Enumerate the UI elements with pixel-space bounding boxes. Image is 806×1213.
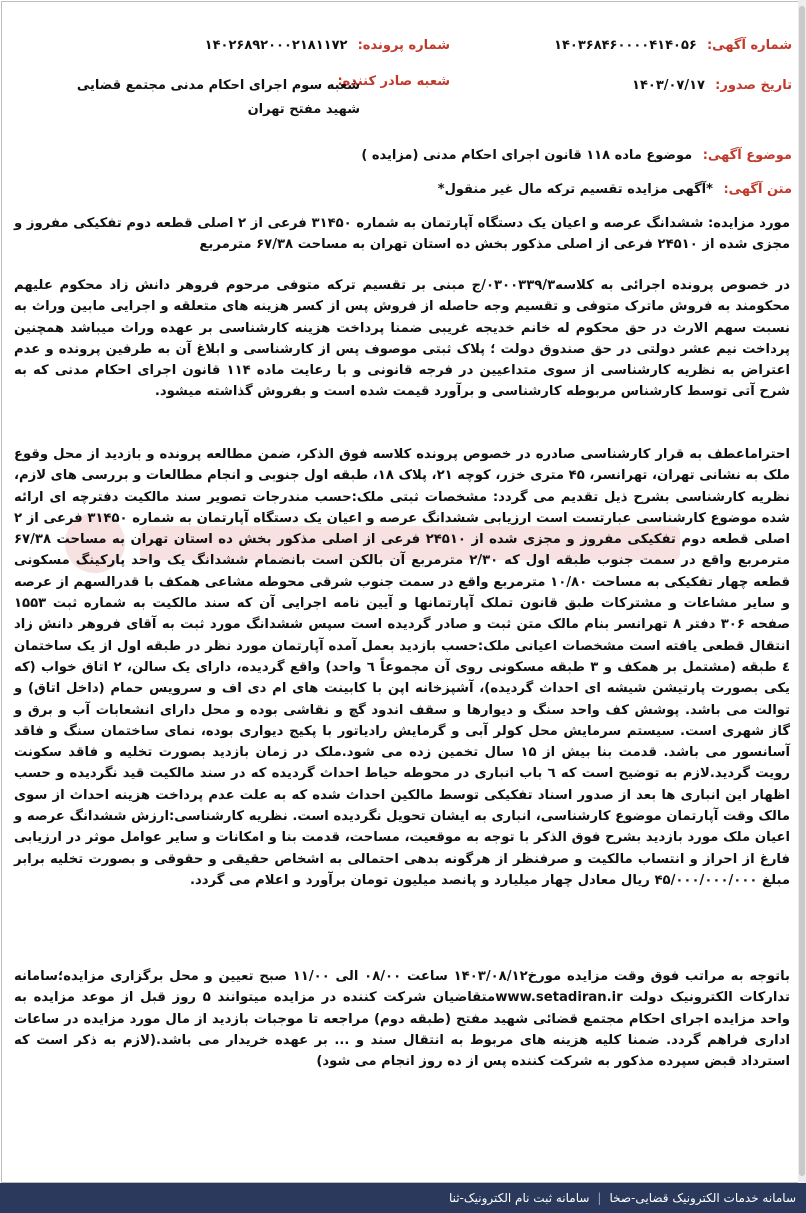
paragraph-item: مورد مزایده: ششدانگ عرصه و اعیان یک دستگاه آپارتمان به شماره ۳۱۴۵۰ فرعی از ۲ اصلی قطعه دوم تفکیکی مفروز و مجزی شده از ۲۴۵۱۰ فرعی از اصلی مذکور بخش ده استان تهران به مساحت ۶۷/۳۸ مترمربع [14, 216, 790, 253]
ad-number-label: شماره آگهی: [706, 38, 792, 53]
footer-bar [0, 1183, 806, 1213]
issue-date-label: تاریخ صدور: [715, 78, 792, 93]
case-number-label: شماره پرونده: [357, 38, 450, 53]
paragraph-case: در خصوص پرونده اجرائی به کلاسه۰۳۰۰۳۳۹/۳/ج مبنی بر تقسیم ترکه متوفی مرحوم فروهر دانش زاد محکوم علیهم محکومند به فروش ماترک متوفی و تقسیم وجه حاصله از فروش پس از کسر هزینه های متعلقه و اجرایی مابین وراث به نسبت سهم الارث در حق محکوم له خانم خدیجه غریبی ضمنا پرداخت هزینه کارشناسی بر عهده وراث میباشد همچنین پرداخت نیم عشر دولتی در حق صندوق دولت ؛ پلاک ثبتی موصوف پس از کارشناسی و ابلاغ آن به طرفین پرونده و عدم اعتراض به نظریه کارشناسی از سوی متداعیین در فرجه قانونی و با رعایت ماده ۱۱۴ قانون اجرای احکام مدنی که به شرح آتی توسط کارشناس مربوطه کارشناسی و برآورد قیمت شده است و بفروش گذاشته میشود. [14, 278, 790, 400]
paragraph-expert-report: احتراماعطف به قرار کارشناسی صادره در خصوص پرونده کلاسه فوق الذکر، ضمن مطالعه پرونده و بازدید از محل وقوع ملک به نشانی تهران، تهرانسر، ۴۵ متری خزر، کوچه ۲۱، پلاک ۱۸، طبقه اول جنوبی و انجام مطالعات و بررسی های لازم، نظریه کارشناسی بشرح ذیل تقدیم می گردد: مشخصات ثبتی ملک:حسب مندرجات تصویر سند مالکیت دفترچه ای ارائه شده موضوع کارشناسی عبارتست است ارزیابی ششدانگ عرصه و اعیان یک دستگاه آپارتمان به شماره ۳۱۴۵۰ فرعی از ۲ اصلی قطعه دوم تفکیکی مفروز و مجزی شده از ۲۴۵۱۰ فرعی از اصلی مذکور بخش ده استان تهران به مساحت ۶۷/۳۸ مترمربع واقع در سمت جنوب طبقه اول که ۲/۳۰ مترمربع آن بالکن است بانضمام ششدانگ یک واحد پارکینگ مسکونی قطعه چهار تفکیکی به مساحت ۱۰/۸۰ مترمربع واقع در سمت جنوب شرقی محوطه مشاعی همکف با قدرالسهم از عرصه و سایر مشاعات و مشترکات طبق قانون تملک آپارتمانها و آیین نامه اجرایی آن که سند مالکیت به شماره ثبت ۱۵۵۳ صفحه ۳۰۶ دفتر ۸ تهرانسر بنام مالک متن ثبت و صادر گردیده است سپس ششدانگ مورد ثبت به آقای فروهر دانش زاد انتقال قطعی یافته است مشخصات اعیانی ملک:حسب بازدید بعمل آمده آپارتمان مورد نظر در طبقه اول از یک ساختمان ٤ طبقه (مشتمل بر همکف و ۳ طبقه مسکونی روی آن مجموعاً ٦ واحد) واقع گردیده، دارای یک سالن، ۲ اتاق خواب (که یکی بصورت پارتیشن شیشه ای احداث گردیده)، آشپزخانه اپن با کابینت های ام دی اف و سرویس حمام (داخل اتاق) و توالت می باشد. پوشش کف واحد سنگ و دیوارها و سقف اندود گچ و نقاشی بوده و محل دارای انشعابات آب و برق و گاز شهری است. سیستم سرمایش محل کولر آبی و گرمایش رادیاتور با پکیج دیواری بوده، نمای ساختمان سنگ و فاقد آسانسور می باشد. قدمت بنا بیش از ۱۵ سال تخمین زده می شود.ملک در زمان بازدید بصورت تخلیه و فاقد سکونت رویت گردید.لازم به توضیح است که ٦ باب انباری در محوطه حیاط احداث گردیده که در سند مالکیت قید نگردیده و حسب اظهار این انباری ها بعد از صدور اسناد تفکیکی توسط مالکین احداث شده که به علت عدم پرداخت هزینه احداث از سوی مالک وقت آپارتمان موضوع کارشناسی، انباری به ایشان تحویل نگردیده است. نظریه کارشناسی:ارزش ششدانگ عرصه و اعیان ملک مورد بازدید بشرح فوق الذکر با توجه به موقعیت، مساحت، قدمت بنا و امکانات و سایر عوامل موثر در ارزیابی فارغ از احراز و انتساب مالکیت و صرفنظر از هرگونه بدهی احتمالی به اشخاص حقیقی و حقوقی و بصورت تخلیه برابر مبلغ ۴۵/۰۰۰/۰۰۰/۰۰۰ ریال معادل چهار میلیارد و پانصد میلیون تومان برآورد و اعلام می گردد. [14, 447, 791, 888]
case-number [205, 38, 450, 53]
ad-text-row [438, 182, 792, 197]
ad-number [554, 38, 792, 53]
footer-link-sakha[interactable]: سامانه خدمات الکترونیک قضایی-صخا [609, 1191, 796, 1205]
ad-text-label: متن آگهی: [723, 182, 792, 197]
subject-value: موضوع ماده ۱۱۸ قانون اجرای احکام مدنی (مزایده ) [361, 148, 693, 163]
issuer-label: شعبه صادر کننده: [337, 74, 450, 89]
issuer-value: شعبه سوم اجرای احکام مدنی مجتمع قضایی شهید مفتح تهران [76, 78, 360, 117]
scrollbar-thumb[interactable] [799, 6, 805, 1176]
case-number-value: ۱۴۰۲۶۸۹۲۰۰۰۲۱۸۱۱۷۲ [204, 38, 348, 53]
footer-separator: | [597, 1191, 602, 1205]
issue-date-value: ۱۴۰۳/۰۷/۱۷ [632, 78, 705, 93]
ad-text-title: *آگهی مزایده تقسیم ترکه مال غیر منقول* [437, 182, 713, 197]
subject-label: موضوع آگهی: [702, 148, 792, 163]
issue-date [632, 78, 792, 93]
subject-row [361, 148, 792, 163]
footer-link-sana[interactable]: سامانه ثبت نام الکترونیک-ثنا [448, 1191, 590, 1205]
paragraph-auction-time: باتوجه به مراتب فوق وقت مزایده مورخ۱۴۰۳/۰۸/۱۲ ساعت ۰۸/۰۰ الی ۱۱/۰۰ صبح تعیین و محل برگزاری مزایده؛سامانه تدارکات الکترونیک دولت www.setadiran.irمتقاضیان شرکت کننده در مزایده میتوانند ۵ روز قبل از موعد مزایده به واحد مزایده اجرای احکام مجتمع قضائی شهید مفتح (طبقه دوم) مراجعه تا موجبات بازدید از مال مورد مزایده در ساعات اداری فراهم گردد. ضمنا کلیه هزینه های مربوط به انتقال سند و ... بر عهده خریدار می باشد.(لازم به ذکر است که استرداد قبض سپرده مذکور به شرکت کننده پس از ده روز انجام می شود) [14, 969, 790, 1070]
ad-number-value: ۱۴۰۳۶۸۴۶۰۰۰۰۴۱۴۰۵۶ [554, 38, 697, 53]
